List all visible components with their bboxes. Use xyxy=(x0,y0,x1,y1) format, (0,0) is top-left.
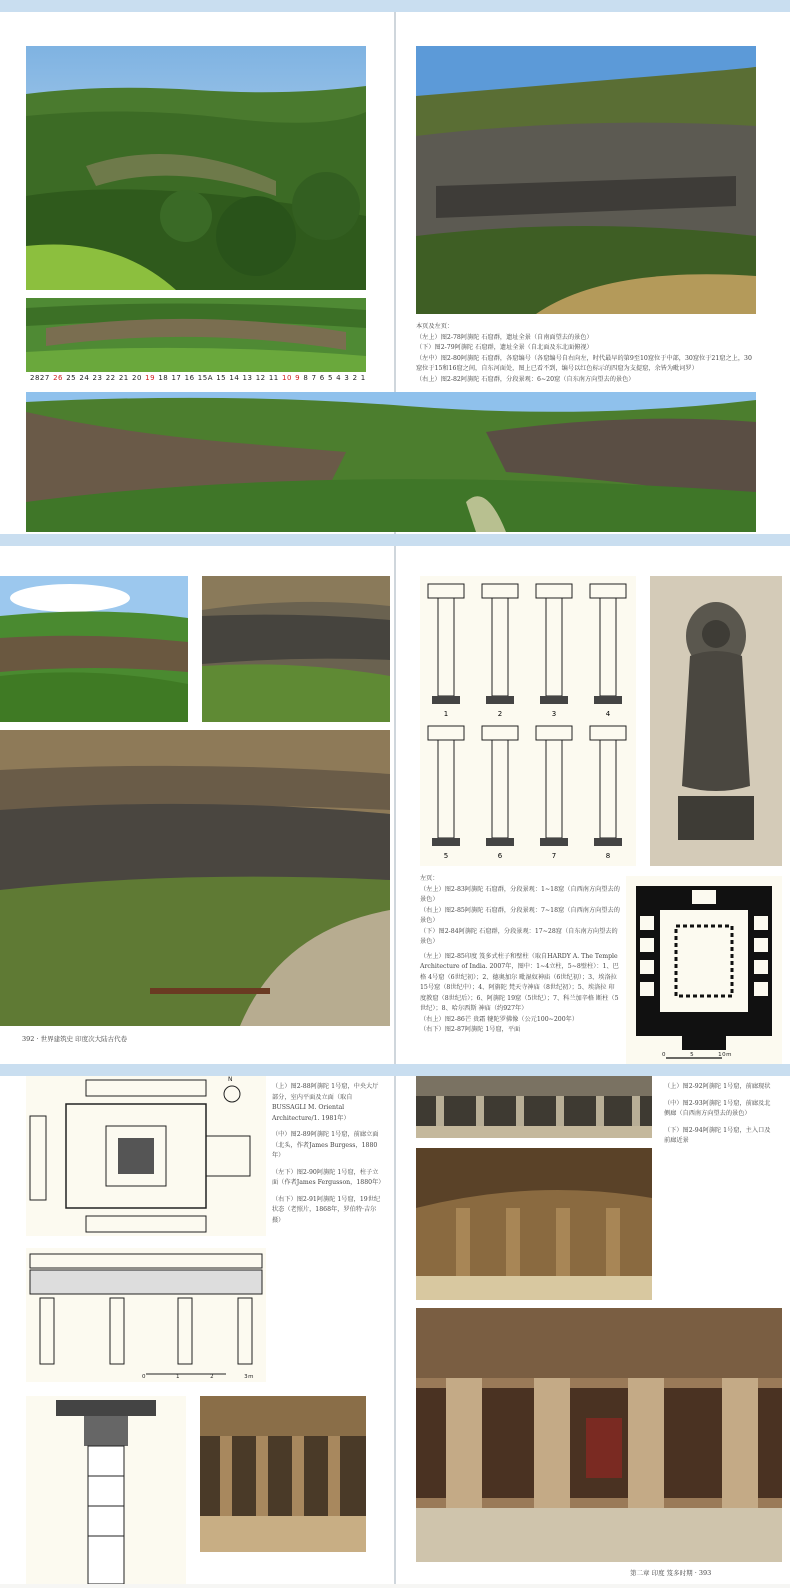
spread-1 xyxy=(0,12,790,534)
cave-number: 5 xyxy=(327,374,333,382)
cave-number: 12 xyxy=(255,374,266,382)
cave-number: 13 xyxy=(242,374,253,382)
cave-number: 1 xyxy=(360,374,366,382)
caption-block-spread-2 xyxy=(420,874,620,1036)
plan-scale xyxy=(662,1052,732,1058)
cave-number: 21 xyxy=(118,374,129,382)
column-number: 1 xyxy=(443,710,449,718)
scale-label: 1 xyxy=(176,1374,181,1380)
caption-block-spread-1 xyxy=(416,322,756,385)
photo-cave-1-portico xyxy=(416,1076,652,1138)
photo-cave-1-1868 xyxy=(200,1396,366,1552)
cave-number: 2 xyxy=(352,374,358,382)
photo-caves-6-20 xyxy=(416,46,756,314)
photo-ajanta-panorama-south xyxy=(26,46,366,290)
cave-number: 7 xyxy=(311,374,317,382)
cave-number: 23 xyxy=(92,374,103,382)
column-number: 5 xyxy=(443,852,449,860)
caption-line: （左中）图2-80阿旃陀 石窟群，各窟编号（各窟编号自右向左，时代最早的第9至10窟位于中部，30窟位于21窟之上，30窟位于15和16窟之间，自东河面处，图上已看不到，编号以红色标示的四窟为支提窟，余皆为毗诃罗） xyxy=(416,354,752,372)
drawing-cave-1-hall-plan xyxy=(26,1076,266,1236)
column-drawing xyxy=(428,584,464,718)
spread-2 xyxy=(0,546,790,1064)
column-number: 3 xyxy=(551,710,557,718)
caption-line: （右上）图2-82阿旃陀 石窟群，分段景观：6~20窟（自东南方向望去的景色） xyxy=(416,375,635,383)
compass-north: N xyxy=(228,1076,233,1083)
caption-line: （左上）图2-85印度 笈多式柱子和壁柱（取自HARDY A. The Temple Architecture of India. 2007年，图中：1~4立柱，5~8壁柱）：1、巴格 4号窟（6世纪初）；2、德奥加尔 毗湿奴神庙（6世纪初）；3、埃洛拉 15号窟（8世纪中）；4、阿旃陀 梵天寺神庙（8世纪初）；5、埃洛拉 印度教窟（8世纪后）；6、阿旃陀 19窟（5世纪）；7、科兰加辛格 断柱（5世纪）；8、哈尔西斯 神庙（约927年） xyxy=(420,952,619,1012)
photo-cave-numbering xyxy=(26,298,366,372)
column-drawing xyxy=(482,584,518,718)
column-drawing xyxy=(590,584,626,718)
photo-caves-1-18 xyxy=(0,576,188,722)
cave-number: 18 xyxy=(158,374,169,382)
scale-label: 0 xyxy=(662,1052,666,1058)
cave-number: 14 xyxy=(229,374,240,382)
caption-line: （右上）图2-85阿旃陀 石窟群，分段景观：7~18窟（自西南方向望去的景色） xyxy=(420,906,620,924)
drawing-column-elevation xyxy=(26,1396,186,1584)
caption-line: （上）图2-88阿旃陀 1号窟，中央大厅部分，室内平面及立面（取自BUSSAGLI M. Oriental Architecture/1. 1981年） xyxy=(272,1083,379,1122)
column-number: 2 xyxy=(497,710,503,718)
caption-line: （左上）图2-83阿旃陀 石窟群，分段景观：1~18窟（自西南方向望去的景色） xyxy=(420,885,620,903)
elevation-scale xyxy=(142,1374,254,1380)
page-folio-right: 第二章 印度 笈多时期 · 393 xyxy=(630,1569,712,1577)
cave-number: 2827 xyxy=(30,374,50,382)
band-3 xyxy=(0,1064,790,1076)
column-drawing xyxy=(482,726,518,860)
cave-number: 25 xyxy=(66,374,77,382)
cave-number-strip xyxy=(30,374,366,382)
column-number: 4 xyxy=(605,710,611,718)
column-number: 6 xyxy=(497,852,503,860)
photo-gandhara-buddha xyxy=(650,576,782,866)
caption-line: （左上）图2-78阿旃陀 石窟群，遗址全景（自南面望去的景色） xyxy=(416,333,593,341)
top-band xyxy=(0,0,790,12)
column-drawing xyxy=(590,726,626,860)
cave-number: 4 xyxy=(336,374,342,382)
photo-caves-17-28 xyxy=(0,730,390,1026)
cave-number: 3 xyxy=(344,374,350,382)
caption-heading: 左页： xyxy=(420,875,439,882)
caption-block-spread-3-right xyxy=(664,1082,774,1147)
photo-ajanta-panorama-north xyxy=(26,392,756,532)
cave-number-red: 26 xyxy=(53,374,63,382)
caption-line: （右下）图2-91阿旃陀 1号窟，19世纪状态（老照片，1868年，罗伯特·吉尔摄） xyxy=(272,1195,381,1224)
caption-line: （右下）图2-87阿旃陀 1号窟，平面 xyxy=(420,1026,521,1033)
cave-number: 15 xyxy=(216,374,227,382)
scale-label: 0 xyxy=(142,1374,146,1380)
photo-cave-1-portico-north xyxy=(416,1148,652,1300)
caption-line: （中）图2-89阿旃陀 1号窟，前廊立面（北头，作者James Burgess，1880年） xyxy=(272,1131,379,1159)
scale-label: 3m xyxy=(244,1374,254,1380)
photo-cave-1-entrance xyxy=(416,1308,782,1562)
caption-line: （左下）图2-90阿旃陀 1号窟，柱子立面（作者James Fergusson，1880年） xyxy=(272,1168,385,1186)
photo-caves-7-18 xyxy=(202,576,390,722)
scale-label: 10m xyxy=(718,1052,732,1058)
drawing-portico-elevation xyxy=(26,1248,266,1382)
scale-label: 2 xyxy=(210,1374,215,1380)
column-drawing xyxy=(428,726,464,860)
caption-line: （上）图2-92阿旃陀 1号窟，前廊现状 xyxy=(664,1083,771,1090)
cave-number: 6 xyxy=(319,374,325,382)
cave-number-red: 19 xyxy=(145,374,156,382)
caption-heading: 本页及左页： xyxy=(416,323,454,330)
drawing-gupta-columns xyxy=(420,576,636,866)
columns-svg xyxy=(420,576,636,866)
cave-number: 16 xyxy=(184,374,195,382)
caption-line: （下）图2-79阿旃陀 石窟群，遗址全景（自北面及东北面俯视） xyxy=(416,344,593,351)
caption-block-spread-3-left xyxy=(272,1082,384,1226)
cave-number: 11 xyxy=(268,374,279,382)
gutter xyxy=(394,1076,396,1584)
cave-number-red: 9 xyxy=(295,374,301,382)
scale-label: 5 xyxy=(690,1052,695,1058)
cave-number: 22 xyxy=(105,374,116,382)
gutter xyxy=(394,546,396,1064)
page-folio-left: 392 · 世界建筑史 印度次大陆古代卷 xyxy=(22,1035,128,1043)
caption-line: （中）图2-93阿旃陀 1号窟，前廊及北侧廊（自西南方向望去的景色） xyxy=(664,1099,771,1117)
cave-number-red: 10 xyxy=(282,374,292,382)
caption-line: （右上）图2-86芒 贵霜 犍陀罗佛像（公元100~200年） xyxy=(420,1015,579,1023)
drawing-cave-1-plan xyxy=(626,876,782,1064)
cave-number: 15A xyxy=(197,374,213,382)
column-number: 7 xyxy=(551,852,557,860)
caption-line: （下）图2-94阿旃陀 1号窟，主入口及前廊近景 xyxy=(664,1126,771,1144)
cave-number: 8 xyxy=(303,374,309,382)
spread-3 xyxy=(0,1076,790,1584)
caption-line: （下）图2-84阿旃陀 石窟群，分段景观：17~28窟（自东南方向望去的景色） xyxy=(420,927,618,945)
cave-number: 24 xyxy=(79,374,90,382)
column-number: 8 xyxy=(605,852,611,860)
cave-number: 17 xyxy=(171,374,182,382)
column-drawing xyxy=(536,584,572,718)
column-drawing xyxy=(536,726,572,860)
cave-number: 20 xyxy=(132,374,142,382)
band-2 xyxy=(0,534,790,546)
